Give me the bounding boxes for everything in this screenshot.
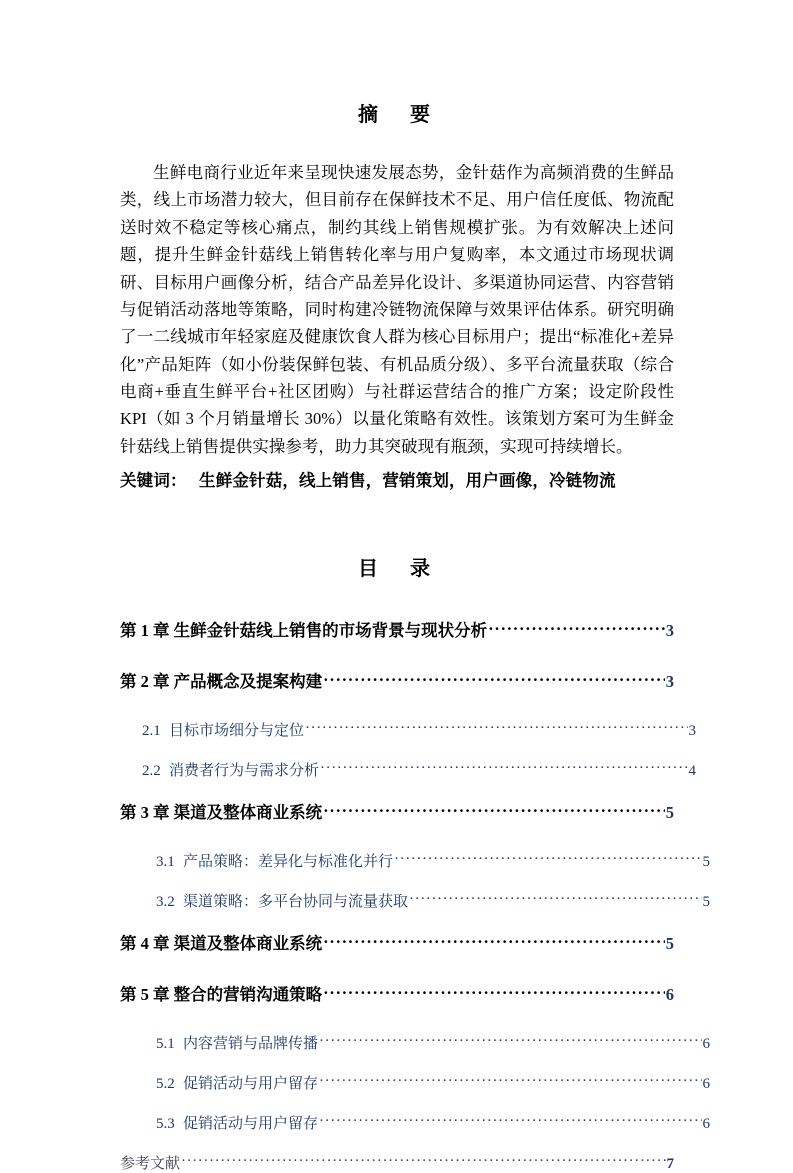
toc-entry-title [156, 1032, 318, 1053]
keywords-value: 生鲜金针菇，线上销售，营销策划，用户画像，冷链物流 [199, 471, 616, 491]
toc-dot-leader [181, 1153, 665, 1168]
toc-entry-number: 3.2 [156, 893, 175, 910]
toc-entry-title [120, 799, 322, 823]
toc-dot-leader [323, 983, 665, 1000]
toc-entry[interactable] [120, 759, 696, 780]
toc-entry-title [156, 1112, 318, 1133]
toc-page-number: 5 [702, 893, 710, 910]
abstract-heading: 摘 要 [358, 104, 436, 126]
abstract-section [120, 0, 674, 495]
toc-entry[interactable] [120, 930, 674, 954]
toc-page-number: 5 [665, 933, 674, 953]
toc-entry[interactable] [120, 617, 674, 641]
abstract-body-text: 生鲜电商行业近年来呈现快速发展态势，金针菇作为高频消费的生鲜品类，线上市场潜力较大，但目前存在保鲜技术不足、用户信任度低、物流配送时效不稳定等核心痛点，制约其线上销售规模扩张。为有效解决上述问题，提升生鲜金针菇线上销售转化率与用户复购率，本文通过市场现状调研、目标用户画像分析，结合产品差异化设计、多渠道协同运营、内容营销与促销活动落地等策略，同时构建冷链物流保障与效果评估体系。研究明确了一二线城市年轻家庭及健康饮食人群为核心目标用户；提出“标准化+差异化”产品矩阵（如小份装保鲜包装、有机品质分级）、多平台流量获取（综合电商+垂直生鲜平台+社区团购）与社群运营结合的推广方案；设定阶段性 KPI（如 3 个月销量增长 30%）以量化策略有效性。该策划方案可为生鲜金针菇线上销售提供实操参考，助力其突破现有瓶颈，实现可持续增长。 [120, 163, 674, 456]
toc-dot-leader [319, 1033, 701, 1048]
toc-entry-label: 内容营销与品牌传播 [183, 1035, 319, 1052]
toc-entry-number: 5.1 [156, 1035, 175, 1052]
toc-dot-leader [305, 720, 687, 735]
toc-page-number: 6 [665, 984, 674, 1004]
toc-entry-label: 产品策略：差异化与标准化并行 [183, 853, 394, 870]
toc-entry[interactable] [120, 1112, 710, 1133]
toc-entry-label: 促销活动与用户留存 [183, 1075, 319, 1092]
toc-page-number: 3 [665, 620, 674, 640]
toc-entry-title [156, 1072, 318, 1093]
toc-entry-label: 第 5 章 整合的营销沟通策略 [120, 984, 323, 1004]
toc-dot-leader [323, 670, 665, 687]
toc-page-number: 3 [688, 722, 696, 739]
keywords-line [120, 460, 674, 494]
toc-dot-leader [323, 801, 665, 818]
toc-entry[interactable] [120, 981, 674, 1005]
toc-page-number: 6 [702, 1115, 710, 1132]
toc-entry-title [120, 930, 322, 954]
toc-entry-title [142, 759, 319, 780]
toc-entry-label: 第 3 章 渠道及整体商业系统 [120, 802, 323, 822]
toc-dot-leader [323, 932, 665, 949]
keywords-label: 关键词： [120, 471, 187, 491]
toc-dot-leader [319, 1073, 701, 1088]
toc-entry-title [156, 890, 408, 911]
table-of-contents-section [120, 495, 710, 1173]
toc-page-number: 5 [702, 853, 710, 870]
toc-page-number: 6 [702, 1035, 710, 1052]
toc-entry-label: 目标市场细分与定位 [169, 722, 305, 739]
toc-entry-label: 参考文献 [120, 1155, 181, 1172]
toc-entry[interactable] [120, 799, 674, 823]
toc-entry[interactable] [120, 668, 674, 692]
toc-entry-title [120, 668, 322, 692]
toc-entry-label: 促销活动与用户留存 [183, 1115, 319, 1132]
toc-entry-title [120, 617, 487, 641]
toc-entry-label: 渠道策略：多平台协同与流量获取 [183, 893, 409, 910]
toc-entry-label: 第 4 章 渠道及整体商业系统 [120, 933, 323, 953]
toc-entry-title [120, 1152, 180, 1173]
toc-page-number: 4 [688, 762, 696, 779]
toc-page-number: 7 [666, 1155, 674, 1172]
toc-entry[interactable] [120, 890, 710, 911]
toc-dot-leader [488, 619, 665, 636]
toc-entry-label: 第 2 章 产品概念及提案构建 [120, 671, 323, 691]
toc-entry-number: 2.2 [142, 762, 161, 779]
toc-dot-leader [394, 851, 701, 866]
toc-entry-title [156, 850, 393, 871]
toc-dot-leader [409, 891, 701, 906]
toc-heading: 目 录 [358, 557, 436, 580]
toc-dot-leader [319, 1113, 701, 1128]
toc-entry[interactable] [120, 1032, 710, 1053]
toc-entry-title [142, 719, 304, 740]
toc-page-number: 3 [665, 671, 674, 691]
toc-entry[interactable] [120, 1152, 674, 1173]
toc-entry-label: 消费者行为与需求分析 [169, 762, 320, 779]
toc-entry-number: 5.3 [156, 1115, 175, 1132]
toc-dot-leader [320, 760, 687, 775]
toc-entry-label: 第 1 章 生鲜金针菇线上销售的市场背景与现状分析 [120, 620, 488, 640]
toc-entry-title [120, 981, 322, 1005]
toc-page-number: 5 [665, 802, 674, 822]
toc-entry-number: 5.2 [156, 1075, 175, 1092]
toc-entry-list [120, 581, 710, 1173]
toc-entry[interactable] [120, 719, 696, 740]
page-content-column [120, 0, 710, 1173]
toc-entry[interactable] [120, 1072, 710, 1093]
toc-page-number: 6 [702, 1075, 710, 1092]
toc-entry-number: 3.1 [156, 853, 175, 870]
toc-entry[interactable] [120, 850, 710, 871]
toc-entry-number: 2.1 [142, 722, 161, 739]
